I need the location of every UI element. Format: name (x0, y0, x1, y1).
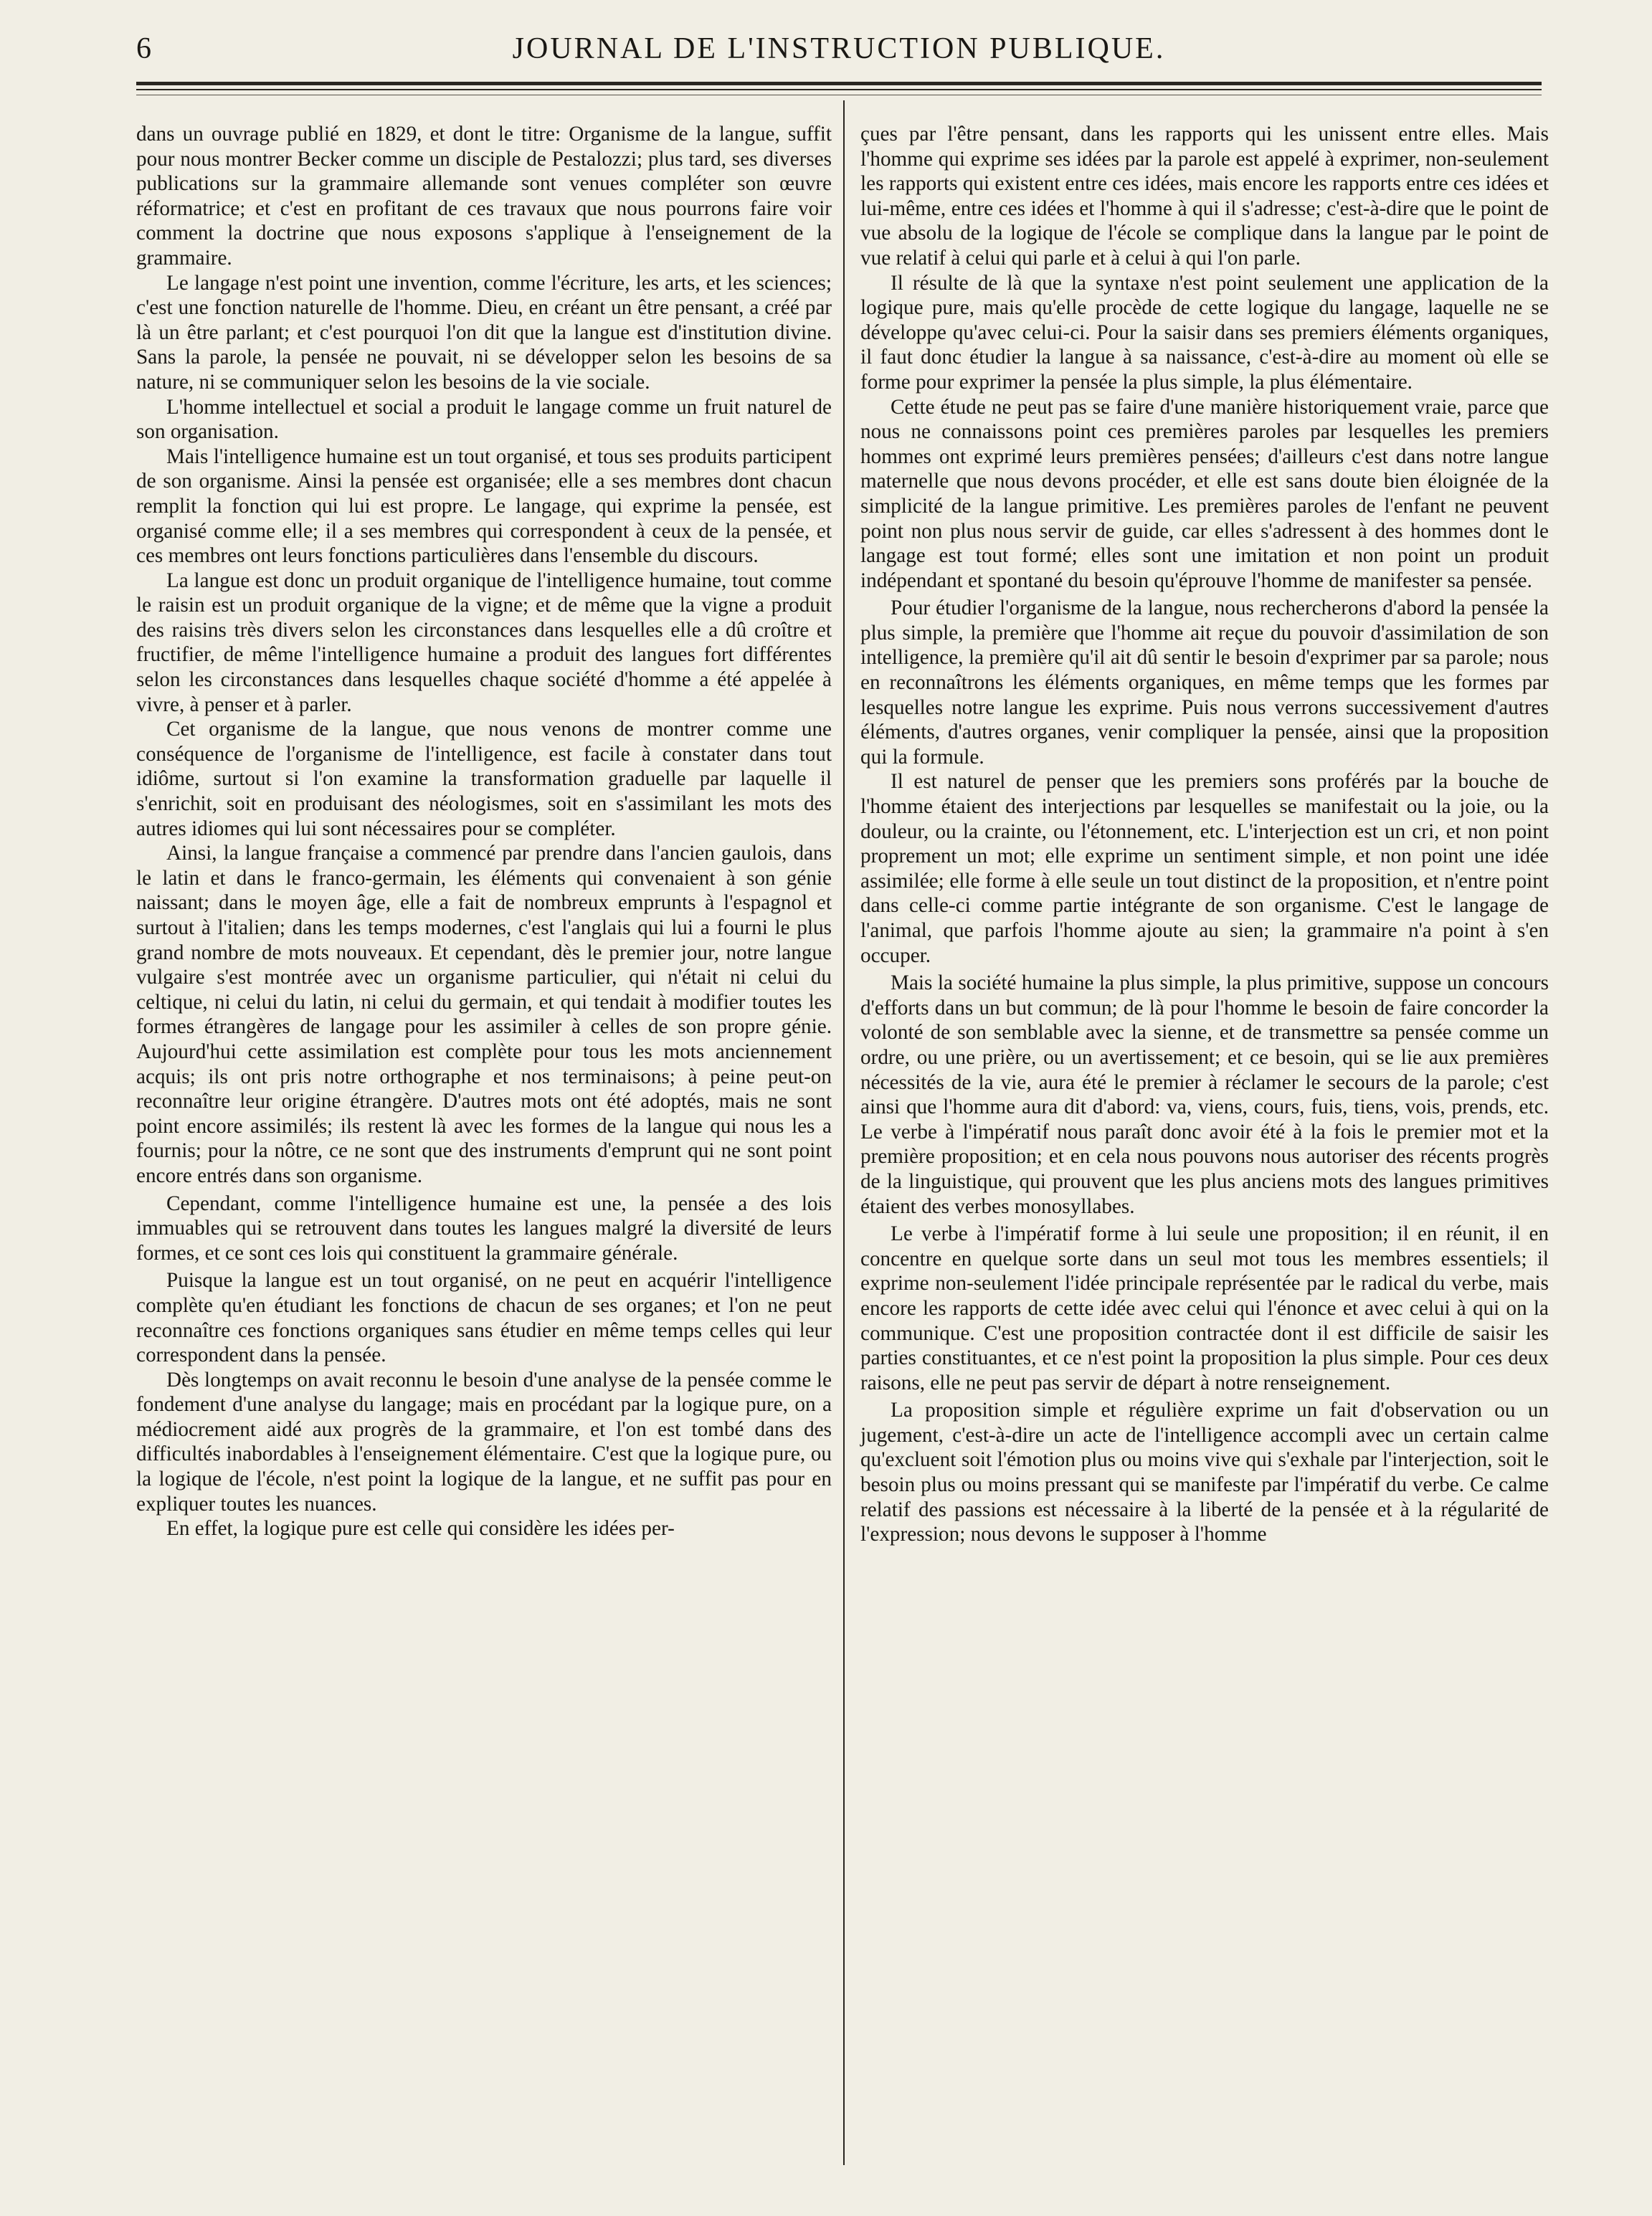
paragraph: Il résulte de là que la syntaxe n'est point seulement une application de la logique pure, mais qu'elle procède de cette logique du langage, laquelle ne se développe qu'avec celui-ci. Pour la saisir dans ses premiers éléments organiques, il faut donc étudier la langue à sa naissance, c'est-à-dire au moment où elle se forme pour exprimer la pensée la plus simple, la plus élémentaire. (860, 271, 1549, 394)
paragraph: Le verbe à l'impératif forme à lui seule une proposition; il en réunit, il en concentre en quelque sorte dans un seul mot tous les membres essentiels; il exprime non-seulement l'idée principale représentée par le radical du verbe, mais encore les rapports de cette idée avec celui qui l'énonce et avec celui à qui on la communique. C'est une proposition contractée dont il est difficile de saisir les parties constituantes, et ce n'est point la proposition la plus simple. Pour ces deux raisons, elle ne peut pas servir de départ à notre renseignement. (860, 1222, 1549, 1394)
paragraph: Dès longtemps on avait reconnu le besoin d'une analyse de la pensée comme le fondement d'une analyse du langage; mais en procédant par la logique pure, on a médiocrement aidé aux progrès de la grammaire, et l'on est tombé dans des difficultés inabordables à l'enseignement élémentaire. C'est que la logique pure, ou la logique de l'école, n'est point la logique de la langue, et ne suffit pas pour en expliquer toutes les nuances. (136, 1368, 832, 1516)
paragraph: Pour étudier l'organisme de la langue, nous rechercherons d'abord la pensée la plus simple, la première que l'homme ait reçue du pouvoir d'assimilation de son intelligence, la première qu'il ait dû sentir le besoin d'exprimer par sa parole; nous en reconnaîtrons les éléments organiques, en même temps que les formes par lesquelles notre langue les exprime. Puis nous verrons successivement d'autres éléments, d'autres organes, venir compliquer la pensée, ainsi que la proposition qui la formule. (860, 596, 1549, 769)
paragraph: Mais l'intelligence humaine est un tout organisé, et tous ses produits participent de son organisme. Ainsi la pensée est organisée; elle a ses membres dont chacun remplit la fonction qui lui est propre. Le langage, qui exprime la pensée, est organisé comme elle; il a ses membres qui correspondent à ceux de la pensée, et ces membres ont leurs fonctions particulières dans l'ensemble du discours. (136, 444, 832, 568)
paragraph: En effet, la logique pure est celle qui considère les idées per- (166, 1517, 675, 1541)
paragraph: Cette étude ne peut pas se faire d'une manière historiquement vraie, parce que nous ne connaissons point ces premières paroles par lesquelles les premiers hommes ont exprimé leurs premières pensées; d'ailleurs c'est dans notre langue maternelle que nous devons procéder, et elle est sans doute bien éloignée de la simplicité de la langue primitive. Les premières paroles de l'enfant ne peuvent point non plus nous servir de guide, car elles s'adressent à des hommes dont le langage est tout formé; elles sont une imitation et non point un produit indépendant et spontané du besoin qu'éprouve l'homme de manifester sa pensée. (860, 395, 1549, 592)
paragraph: dans un ouvrage publié en 1829, et dont le titre: Organisme de la langue, suffit pour nous montrer Becker comme un disciple de Pestalozzi; plus tard, ses diverses publications sur la grammaire allemande sont venues compléter son œuvre réformatrice; et c'est en profitant de ces travaux que nous pourrons faire voir comment la doctrine que nous exposons s'applique à l'enseignement de la grammaire. (136, 123, 832, 270)
paragraph: Mais la société humaine la plus simple, la plus primitive, suppose un concours d'efforts dans un but commun; de là pour l'homme le besoin de faire concorder la volonté de son semblable avec la sienne, et de transmettre sa pensée comme un ordre, ou une prière, ou un avertissement; et ce besoin, qui se lie aux premières nécessités de la vie, aura été le premier à réclamer le secours de la parole; c'est ainsi que l'homme aura dit d'abord: va, viens, cours, fuis, tiens, vois, prends, etc. Le verbe à l'impératif nous paraît donc avoir été à la fois le premier mot et la première proposition; et en cela nous pouvons nous autoriser des récents progrès de la linguistique, qui prouvent que les plus anciens mots des langues primitives étaient des verbes monosyllabes. (860, 971, 1549, 1218)
paragraph: Cet organisme de la langue, que nous venons de montrer comme une conséquence de l'organisme de l'intelligence, est facile à constater dans tout idiôme, surtout si l'on examine la transformation graduelle par laquelle il s'enrichit, soit en produisant des néologismes, soit en s'assimilant les mots des autres idiomes qui lui sont nécessaires pour se compléter. (136, 718, 832, 840)
paragraph: La proposition simple et régulière exprime un fait d'observation ou un jugement, c'est-à-dire un acte de l'intelligence accompli avec un certain calme qu'excluent soit l'émotion plus ou moins vive qui s'exhale par l'interjection, soit le besoin plus ou moins pressant qui se manifeste par l'impératif du verbe. Ce calme relatif des passions est nécessaire à la liberté de la pensée et à la régularité de l'expression; nous devons le supposer à l'homme (860, 1399, 1549, 1546)
column-divider (843, 100, 845, 2165)
journal-title: JOURNAL DE L'INSTRUCTION PUBLIQUE. (512, 32, 1166, 65)
paragraph: Puisque la langue est un tout organisé, on ne peut en acquérir l'intelligence complète qu'en étudiant les fonctions de chacun de ses organes; et l'on ne peut reconnaître ces fonctions organiques sans étudier en même temps celles qui leur correspondent dans la pensée. (136, 1269, 832, 1367)
paragraph: La langue est donc un produit organique de l'intelligence humaine, tout comme le raisin est un produit organique de la vigne; et de même que la vigne a produit des raisins très divers selon les circonstances dans lesquelles elle a dû croître et fructifier, de même l'intelligence humaine a produit des langues fort différentes selon les circonstances dans lesquelles chaque société d'homme a été appelée à vivre, à penser et à parler. (136, 569, 832, 716)
left-column (136, 122, 832, 1541)
page-number: 6 (136, 32, 151, 65)
paragraph: Ainsi, la langue française a commencé par prendre dans l'ancien gaulois, dans le latin et dans le franco-germain, les éléments qui convenaient à son génie naissant; dans le moyen âge, elle a fait de nombreux emprunts à l'espagnol et surtout à l'italien; dans les temps modernes, c'est l'anglais qui lui a fourni le plus grand nombre de mots nouveaux. Et cependant, dès le premier jour, notre langue vulgaire s'est montrée avec un organisme particulier, qui n'était ni celui du celtique, ni celui du latin, ni celui du germain, et qui tendait à modifier toutes les formes étrangères de langage pour les assimiler à celles de son propre génie. Aujourd'hui cette assimilation est complète pour tous les mots anciennement acquis; ils ont pris notre orthographe et nos terminaisons; à peine peut-on reconnaître leur origine étrangère. D'autres mots ont été adoptés, mais ne sont point encore assimilés; ils restent là avec les formes de la langue qui nous les a fournis; pour la nôtre, ce ne sont que des instruments d'emprunt qui ne sont point encore entrés dans son organisme. (136, 842, 832, 1187)
page-header (136, 32, 1542, 72)
header-rule-thin (136, 89, 1542, 90)
right-column (860, 122, 1549, 1547)
paragraph: Il est naturel de penser que les premiers sons proférés par la bouche de l'homme étaient des interjections par lesquelles se manifestait ou la joie, ou la douleur, ou la crainte, ou l'étonnement, etc. L'interjection est un cri, et non point proprement un mot; elle exprime un sentiment simple, et non point une idée assimilée; elle forme à elle seule un tout distinct de la proposition, et n'entre point dans celle-ci comme partie intégrante de son organisme. C'est le langage de l'animal, que parfois l'homme ajoute au sien; la grammaire n'a point à s'en occuper. (860, 770, 1549, 967)
header-rule-thick (136, 82, 1542, 85)
paragraph: Le langage n'est point une invention, comme l'écriture, les arts, et les sciences; c'est une fonction naturelle de l'homme. Dieu, en créant un être pensant, a créé par là un être parlant; et c'est pourquoi l'on dit que la langue est d'institution divine. Sans la parole, la pensée ne pouvait, ni se développer selon les besoins de sa nature, ni se communiquer selon les besoins de la vie sociale. (136, 271, 832, 394)
paragraph: L'homme intellectuel et social a produit le langage comme un fruit naturel de son organisation. (136, 395, 832, 444)
paragraph: Cependant, comme l'intelligence humaine est une, la pensée a des lois immuables qui se retrouvent dans toutes les langues malgré la diversité de leurs formes, et ce sont ces lois qui constituent la grammaire générale. (136, 1192, 832, 1265)
paragraph: çues par l'être pensant, dans les rapports qui les unissent entre elles. Mais l'homme qui exprime ses idées par la parole est appelé à exprimer, non-seulement les rapports qui existent entre ces idées, mais encore les rapports entre ces idées et lui-même, entre ces idées et l'homme à qui il s'adresse; c'est-à-dire que le point de vue absolu de la logique de l'école se complique dans la langue par le point de vue relatif à celui qui parle et à celui à qui l'on parle. (860, 123, 1549, 270)
